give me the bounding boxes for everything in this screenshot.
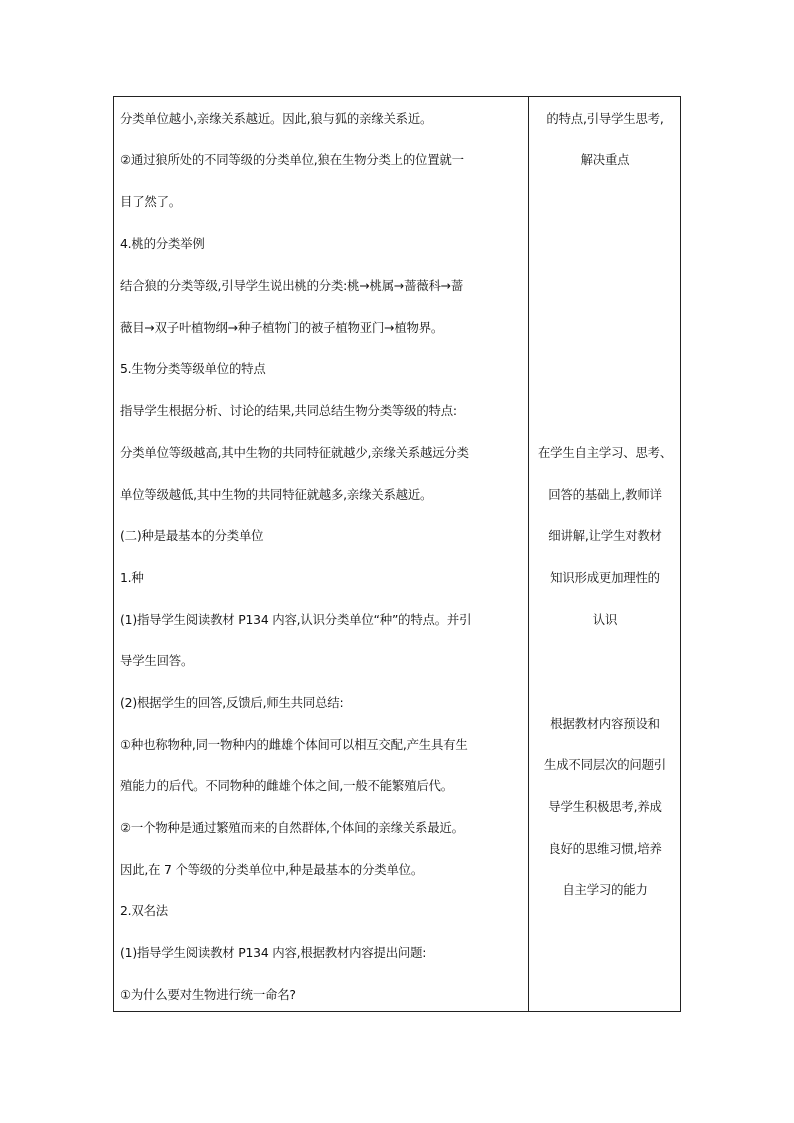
process-line: 单位等级越低,其中生物的共同特征就越多,亲缘关系越近。	[120, 487, 433, 502]
process-line: 分类单位越小,亲缘关系越近。因此,狼与狐的亲缘关系近。	[120, 111, 433, 126]
process-line: 因此,在 7 个等级的分类单位中,种是最基本的分类单位。	[120, 862, 424, 877]
process-line: 1.种	[120, 570, 144, 585]
process-line: 5.生物分类等级单位的特点	[120, 361, 266, 376]
process-line: 目了然了。	[120, 194, 181, 209]
process-line: 4.桃的分类举例	[120, 236, 205, 251]
intent-line: 在学生自主学习、思考、	[537, 445, 673, 460]
intent-line: 回答的基础上,教师详	[548, 487, 662, 502]
process-line: 2.双名法	[120, 903, 168, 918]
process-line: ①为什么要对生物进行统一命名?	[120, 987, 296, 1002]
process-line: 结合狼的分类等级,引导学生说出桃的分类:桃→桃属→蔷薇科→蔷	[120, 278, 464, 293]
intent-line: 生成不同层次的问题引	[544, 757, 666, 772]
intent-line: 细讲解,让学生对教材	[548, 528, 662, 543]
process-line: ②一个物种是通过繁殖而来的自然群体,个体间的亲缘关系最近。	[120, 820, 464, 835]
process-line: (2)根据学生的回答,反馈后,师生共同总结:	[120, 695, 344, 710]
intent-line: 知识形成更加理性的	[550, 570, 660, 585]
process-line: 指导学生根据分析、讨论的结果,共同总结生物分类等级的特点:	[120, 403, 457, 418]
lesson-table	[113, 96, 681, 1012]
process-line: ②通过狼所处的不同等级的分类单位,狼在生物分类上的位置就一	[120, 152, 464, 167]
intent-line: 认识	[592, 612, 618, 627]
intent-line: 的特点,引导学生思考,	[546, 111, 664, 126]
intent-line: 自主学习的能力	[562, 882, 648, 897]
process-line: (1)指导学生阅读教材 P134 内容,认识分类单位“种”的特点。并引	[120, 612, 472, 627]
process-line: 殖能力的后代。不同物种的雌雄个体之间,一般不能繁殖后代。	[120, 778, 453, 793]
process-line: 导学生回答。	[120, 653, 194, 668]
column-divider	[528, 97, 529, 1011]
intent-line: 良好的思维习惯,培养	[548, 841, 662, 856]
process-line: ①种也称物种,同一物种内的雌雄个体间可以相互交配,产生具有生	[120, 737, 468, 752]
process-line: 分类单位等级越高,其中生物的共同特征就越少,亲缘关系越远分类	[120, 445, 469, 460]
intent-line: 根据教材内容预设和	[550, 716, 660, 731]
process-line: 薇目→双子叶植物纲→种子植物门的被子植物亚门→植物界。	[120, 320, 444, 335]
intent-line: 导学生积极思考,养成	[548, 799, 662, 814]
intent-line: 解决重点	[580, 152, 630, 167]
process-line: (二)种是最基本的分类单位	[120, 528, 264, 543]
process-line: (1)指导学生阅读教材 P134 内容,根据教材内容提出问题:	[120, 945, 427, 960]
